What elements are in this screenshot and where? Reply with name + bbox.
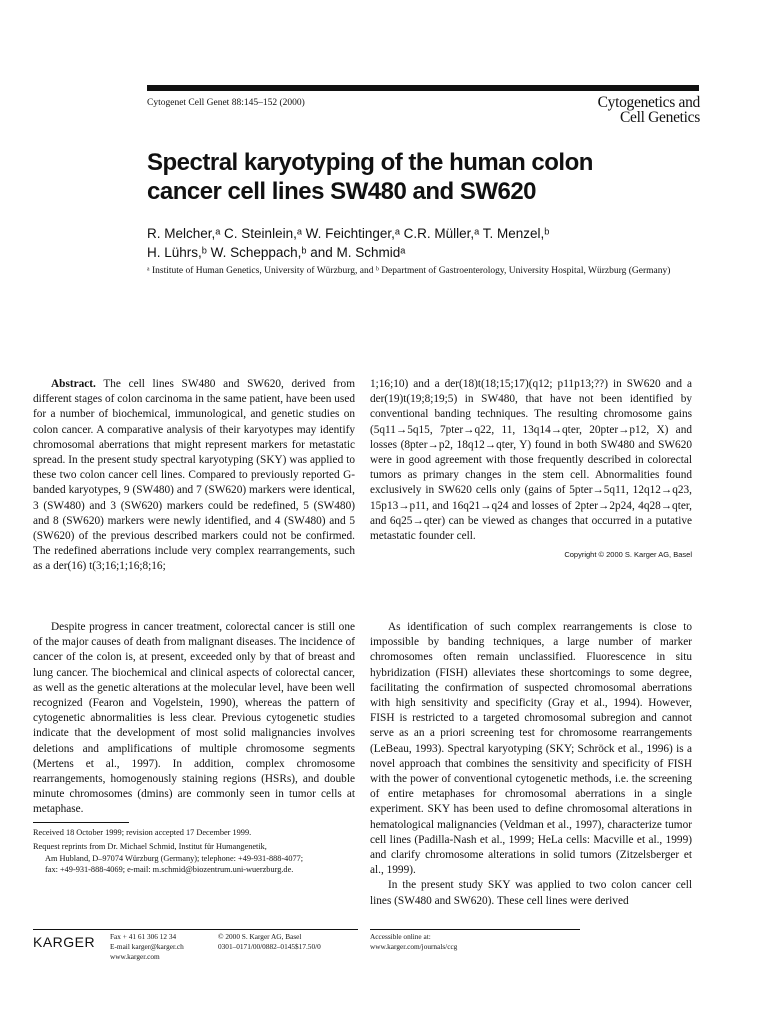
reprint-line-2: Am Hubland, D–97074 Würzburg (Germany); telephone: +49-931-888-4077; <box>45 853 304 863</box>
authors-line-1: R. Melcher,ᵃ C. Steinlein,ᵃ W. Feichtinger,ᵃ C.R. Müller,ᵃ T. Menzel,ᵇ <box>147 226 550 241</box>
journal-citation: Cytogenet Cell Genet 88:145–152 (2000) <box>147 98 305 108</box>
abstract-label: Abstract. <box>51 378 96 390</box>
top-rule <box>147 85 699 91</box>
body-paragraph: As identification of such complex rearrangements is close to impossible by banding techniques, a large number of marker chromosomes often remain unclassified. Fluorescence in situ hybridization (FISH) alleviates these shortcomings to some degree, facilitating the confirmation of suspected chromosomal aberrations with high sensitivity and specificity (Gray et al., 1994). However, FISH is restricted to a targeted chromosomal subregion and cannot serve as an a priori screening test for chromosome rearrangements (LeBeau, 1993). Spectral karyotyping (SKY; Schröck et al., 1996) is a novel approach that combines the sensitivity and specificity of FISH with the power of conventional cytogenetic methods, i.e. the screening of entire metaphases for chromosomal aberrations in a single experiment. SKY has been used to define chromosomal alterations in hematological malignancies (Veldman et al., 1997), characterize tumor cell lines (Padilla-Nash et al., 1999; HeLa cells: Macville et al., 1999) and clarify chromosome alterations in solid tumors (Zitzelsberger et al., 1999). <box>370 621 692 877</box>
footnotes <box>33 827 363 876</box>
fax-number: Fax + 41 61 306 12 34 <box>110 932 177 941</box>
body-column-2 <box>370 620 692 909</box>
footer-rule-left <box>33 929 358 930</box>
publisher-website: www.karger.com <box>110 952 160 962</box>
copyright-issn <box>218 932 321 952</box>
journal-url: www.karger.com/journals/ccg <box>370 942 458 952</box>
issn-code: 0301–0171/00/0882–0145$17.50/0 <box>218 942 321 952</box>
access-label: Accessible online at: <box>370 932 431 941</box>
title-line-1: Spectral karyotyping of the human colon <box>147 149 593 176</box>
affiliations: ᵃ Institute of Human Genetics, University of Würzburg, and ᵇ Department of Gastroenterology, University Hospital, Würzburg (Germany) <box>147 266 671 276</box>
abstract-copyright: Copyright © 2000 S. Karger AG, Basel <box>564 550 692 559</box>
article-title <box>147 148 707 206</box>
reprint-line-1: Request reprints from Dr. Michael Schmid, Institut für Humangenetik, <box>33 842 267 852</box>
title-line-2: cancer cell lines SW480 and SW620 <box>147 178 537 205</box>
author-list <box>147 224 707 262</box>
journal-name-line2: Cell Genetics <box>619 109 700 126</box>
body-paragraph: In the present study SKY was applied to two colon cancer cell lines (SW480 and SW620). These cell lines were derived <box>370 879 692 907</box>
authors-line-2: H. Lührs,ᵇ W. Scheppach,ᵇ and M. Schmidᵃ <box>147 245 406 260</box>
body-column-1 <box>33 620 355 818</box>
footer-copyright: © 2000 S. Karger AG, Basel <box>218 932 302 941</box>
journal-name-line1: Cytogenetics and <box>597 94 700 111</box>
footer-rule-right <box>370 929 580 930</box>
abstract-text-2: 1;16;10) and a der(18)t(18;15;17)(q12; p11p13;??) in SW620 and a der(19)t(19;8;19;5) in SW480, that have not been identified by conventional banding techniques. The resulting chromosome gains (5q11→5q15, 7pter→q22, 11, 13q14→qter, 20pter→p12, X) and losses (8pter→p2, 18q12→qter, Y) found in both SW480 and SW620 were in good agreement with those frequently described in colorectal tumors as primary changes in the stem cell. Abnormalities found exclusively in SW620 cells only (gains of 5pter→5q11, 12q12→q23, 15p13→p11, and 16q21→q24 and losses of 2pter→2p24, 4q28→qter, and 6q25→qter) can be viewed as changes that occurred in a putative metastatic founder cell. <box>370 378 692 543</box>
abstract-text-1: The cell lines SW480 and SW620, derived from different stages of colon carcinoma in the same patient, have been used for a number of biochemical, immunological, and genetic studies on colon cancer. A comparative analysis of their karyotypes may identify chromosomal aberrations that might represent markers for metastatic spread. In the present study spectral karyotyping (SKY) was applied to these two colon cancer cell lines. Compared to previously reported G-banded karyotypes, 9 (SW480) and 7 (SW620) markers were identical, 3 (SW480) and 3 (SW620) markers could be redefined, 5 (SW480) and 8 (SW620) markers were newly identified, and 4 (SW480) and 5 (SW620) of the previous described markers could not be confirmed. The redefined aberrations include very complex rearrangements, such as a der(16) t(3;16;1;16;8;16; <box>33 378 355 573</box>
received-note: Received 18 October 1999; revision accepted 17 December 1999. <box>33 828 252 837</box>
publisher-email: E-mail karger@karger.ch <box>110 942 184 952</box>
publisher-contact <box>110 932 184 963</box>
body-paragraph: Despite progress in cancer treatment, colorectal cancer is still one of the major causes of death from malignant diseases. The incidence of cancer of the colon is, at present, exceeded only by that of breast and lung cancer. The biochemical and clinical aspects of colorectal cancer, as well as the genetic alterations at the molecular level, have been well recognized (Fearon and Vogelstein, 1990), whereas the pattern of cytogenetic abnormalities is less clear. Previous cytogenetic studies indicate that the development of most solid malignancies involves deletions and amplifications of multiple chromosome segments (Mertens et al., 1997). In addition, complex chromosome rearrangements, homogenously staining regions (HSRs), and double minute chromosomes (dmins) are commonly seen in tumor cells at metaphase. <box>33 621 355 816</box>
online-access <box>370 932 457 952</box>
abstract-column-1 <box>33 377 355 575</box>
abstract-column-2 <box>370 377 692 544</box>
publisher-logo: KARGER <box>33 934 96 950</box>
reprint-line-3: fax: +49-931-888-4069; e-mail: m.schmid@biozentrum.uni-wuerzburg.de. <box>45 865 294 875</box>
journal-name <box>540 95 700 125</box>
footnote-rule <box>33 822 129 823</box>
